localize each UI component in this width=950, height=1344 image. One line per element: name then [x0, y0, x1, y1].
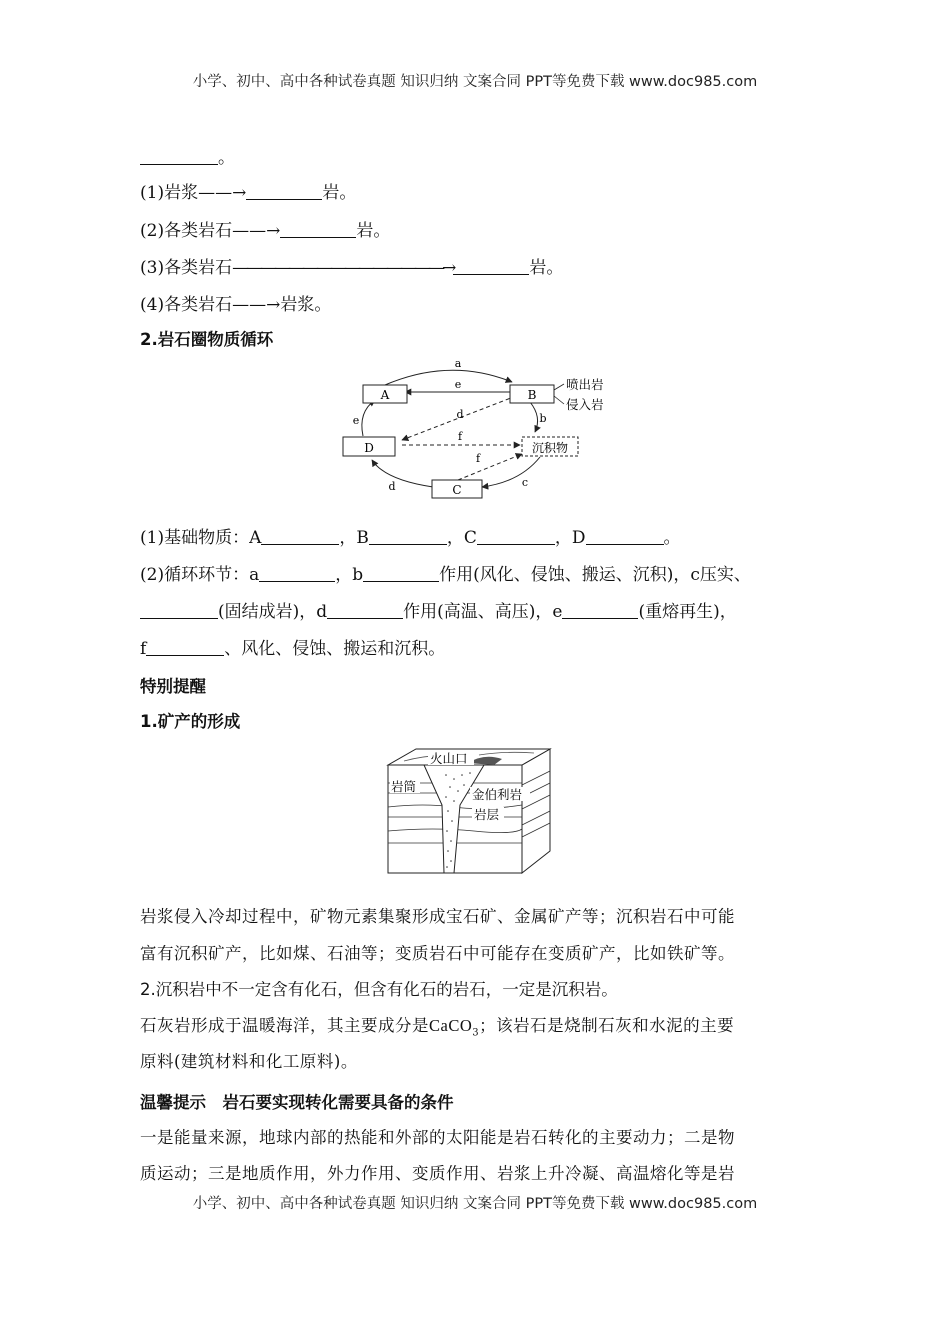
- answer-blank[interactable]: [453, 256, 529, 275]
- section2-title: 2.岩石圈物质循环: [140, 330, 274, 349]
- svg-text:c: c: [521, 476, 529, 489]
- question-2-line-3: f 、风化、侵蚀、搬运和沉积。: [140, 639, 446, 659]
- tip-title: 特别提醒: [140, 677, 206, 696]
- answer-blank[interactable]: [246, 181, 322, 200]
- answer-blank[interactable]: [146, 637, 224, 656]
- tip1-line-2: 富有沉积矿产，比如煤、石油等；变质岩石中可能存在变质矿产，比如铁矿等。: [140, 944, 735, 963]
- question-1: (1)基础物质：A ，B ，C ，D 。: [140, 528, 681, 548]
- arrow-b: [530, 402, 538, 432]
- box-a-label: A: [380, 388, 390, 402]
- answer-blank[interactable]: [140, 146, 218, 165]
- svg-text:f: f: [475, 452, 481, 465]
- arrow-d: [372, 460, 433, 487]
- tip1-title: 1.矿产的形成: [140, 712, 241, 731]
- warm-tip-line-2: 质运动；三是地质作用，外力作用、变质作用、岩浆上升冷凝、高温熔化等是岩: [140, 1164, 735, 1183]
- intro-line: 。: [140, 146, 820, 170]
- arrow-a: [385, 370, 512, 385]
- process-line-4: (4)各类岩石——→岩浆。: [140, 295, 332, 315]
- extrusive-label: 喷出岩: [566, 377, 604, 392]
- warm-tip-line-1: 一是能量来源，地球内部的热能和外部的太阳能是岩石转化的主要动力；二是物: [140, 1128, 735, 1147]
- process-line-1: (1)岩浆——→ 岩。: [140, 183, 357, 203]
- svg-text:f: f: [457, 430, 463, 443]
- page-header: 小学、初中、高中各种试卷真题 知识归纳 文案合同 PPT等免费下载 www.doc985.com: [192, 74, 758, 90]
- svg-text:b: b: [539, 412, 547, 425]
- box-c-label: C: [452, 483, 462, 497]
- tip1-line-1: 岩浆侵入冷却过程中，矿物元素集聚形成宝石矿、金属矿产等；沉积岩石中可能: [140, 907, 735, 926]
- svg-text:e: e: [352, 414, 360, 427]
- rock-cycle-diagram: [330, 352, 630, 504]
- box-d-label: D: [364, 441, 374, 455]
- kimberlite-label: 金伯利岩: [472, 787, 523, 802]
- answer-blank[interactable]: [259, 563, 335, 582]
- process-line-3: (3)各类岩石———————————————→ 岩。: [140, 258, 564, 278]
- crater-label: 火山口: [430, 751, 468, 766]
- answer-blank[interactable]: [477, 526, 555, 545]
- question-2-line-2: (固结成岩)，d 作用(高温、高压)，e (重熔再生)，: [140, 600, 820, 624]
- answer-blank[interactable]: [363, 563, 439, 582]
- answer-blank[interactable]: [327, 600, 403, 619]
- svg-text:a: a: [454, 357, 462, 370]
- tip2-line-2: 原料(建筑材料和化工原料)。: [140, 1052, 358, 1071]
- arrow-e-left: [362, 400, 375, 436]
- mine-formation-diagram: [384, 745, 559, 880]
- answer-blank[interactable]: [280, 219, 356, 238]
- svg-text:e: e: [454, 378, 462, 391]
- answer-blank[interactable]: [140, 600, 218, 619]
- warm-tip-title: 温馨提示 岩石要实现转化需要具备的条件: [140, 1093, 454, 1112]
- answer-blank[interactable]: [369, 526, 447, 545]
- box-b-label: B: [527, 388, 537, 402]
- svg-text:d: d: [388, 480, 396, 493]
- box-sediment-label: 沉积物: [531, 441, 569, 455]
- arrow-f-dashed-2: [458, 454, 522, 480]
- arrow-c: [482, 457, 540, 487]
- question-2-line-1: (2)循环环节：a ，b 作用(风化、侵蚀、搬运、沉积)，c压实、: [140, 565, 751, 585]
- answer-blank[interactable]: [261, 526, 339, 545]
- strata-label: 岩层: [474, 807, 500, 822]
- intrusive-label: 侵入岩: [566, 397, 604, 412]
- answer-blank[interactable]: [586, 526, 664, 545]
- process-line-2: (2)各类岩石——→ 岩。: [140, 221, 391, 241]
- tip2-title: 2.沉积岩中不一定含有化石，但含有化石的岩石，一定是沉积岩。: [140, 980, 618, 999]
- page-footer: 小学、初中、高中各种试卷真题 知识归纳 文案合同 PPT等免费下载 www.doc985.com: [192, 1196, 758, 1212]
- svg-text:d: d: [456, 408, 464, 421]
- pipe-label: 岩筒: [391, 779, 417, 794]
- answer-blank[interactable]: [562, 600, 638, 619]
- tip2-line-1: 石灰岩形成于温暖海洋，其主要成分是CaCO$_3$；该岩石是烧制石灰和水泥的主要: [140, 1016, 735, 1039]
